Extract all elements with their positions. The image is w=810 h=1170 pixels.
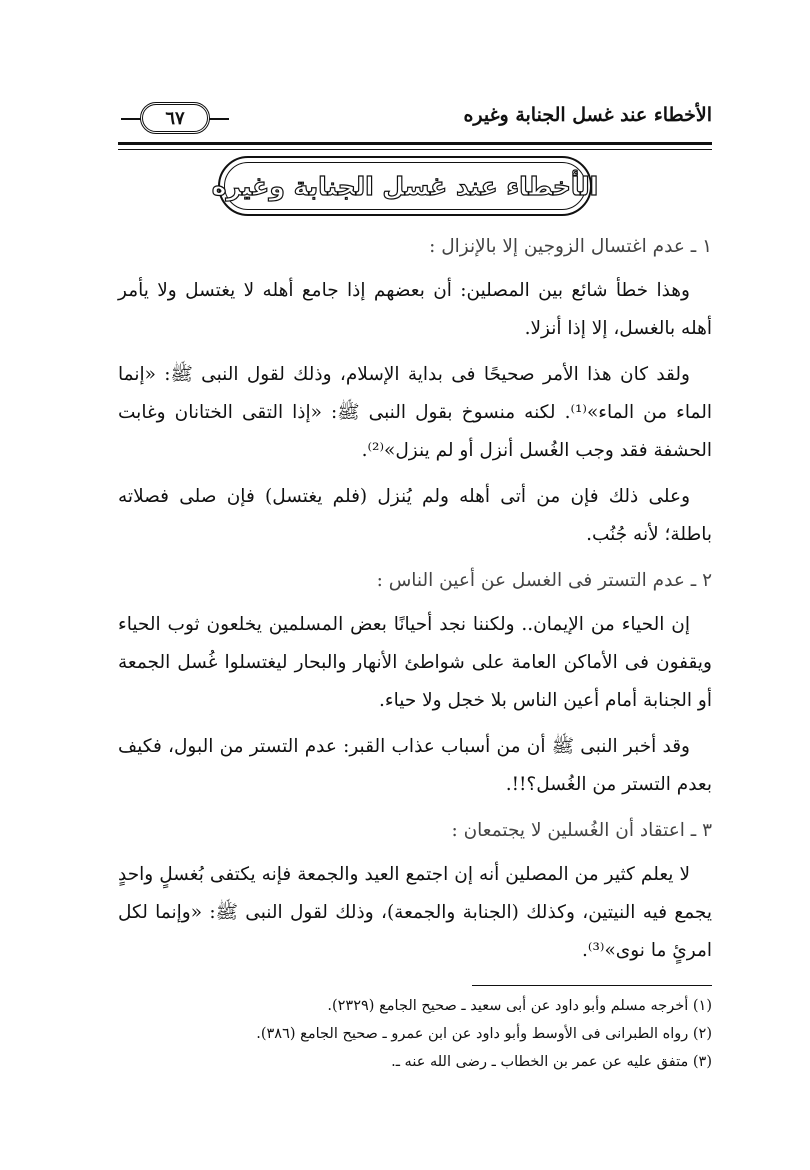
footnote: (١) أخرجه مسلم وأبو داود عن أبى سعيد ـ صحيح الجامع (٢٣٢٩). bbox=[327, 998, 712, 1014]
paragraph: ولقد كان هذا الأمر صحيحًا فى بداية الإسلام، وذلك لقول النبى ﷺ: «إنما الماء من الماء»⁽¹⁾. لكنه منسوخ بقول النبى ﷺ: «إذا التقى الختانان وغابت الحشفة فقد وجب الغُسل أنزل أو لم ينزل»⁽²⁾. bbox=[118, 364, 712, 461]
section-heading: ٢ ـ عدم التستر فى الغسل عن أعين الناس : bbox=[376, 570, 712, 591]
paragraph: وعلى ذلك فإن من أتى أهله ولم يُنزل (فلم يغتسل) فإن صلى فصلاته باطلة؛ لأنه جُنُب. bbox=[118, 486, 712, 545]
paragraph: إن الحياء من الإيمان.. ولكننا نجد أحيانًا بعض المسلمين يخلعون ثوب الحياء ويقفون فى الأماكن العامة على شواطئ الأنهار والبحار ليغتسلوا غُسل الجمعة أو الجنابة أمام أعين الناس بلا خجل ولا حياء. bbox=[118, 614, 712, 711]
footnote-rule bbox=[472, 985, 712, 986]
paragraph: وقد أخبر النبى ﷺ أن من أسباب عذاب القبر: عدم التستر من البول، فكيف بعدم التستر من الغُسل؟!!. bbox=[118, 736, 712, 795]
chapter-title: الأخطاء عند غسل الجنابة وغيره bbox=[211, 171, 599, 201]
body-text bbox=[118, 228, 712, 978]
section-heading: ٣ ـ اعتقاد أن الغُسلين لا يجتمعان : bbox=[451, 820, 712, 841]
paragraph: لا يعلم كثير من المصلين أنه إن اجتمع العيد والجمعة فإنه يكتفى بُغسلٍ واحدٍ يجمع فيه النيتين، وكذلك (الجنابة والجمعة)، وذلك لقول النبى ﷺ: «وإنما لكل امرئٍ ما نوى»⁽³⁾. bbox=[118, 864, 712, 961]
footnote: (٢) رواه الطبرانى فى الأوسط وأبو داود عن ابن عمرو ـ صحيح الجامع (٣٨٦). bbox=[256, 1026, 712, 1042]
footnote: (٣) متفق عليه عن عمر بن الخطاب ـ رضى الله عنه ـ. bbox=[391, 1054, 712, 1070]
section-3 bbox=[118, 812, 712, 970]
paragraph: وهذا خطأ شائع بين المصلين: أن بعضهم إذا جامع أهله لا يغتسل ولا يأمر أهله بالغسل، إلا إذا أنزلا. bbox=[118, 280, 712, 339]
section-2 bbox=[118, 562, 712, 804]
footnotes bbox=[118, 992, 712, 1076]
section-1 bbox=[118, 228, 712, 554]
running-title: الأخطاء عند غسل الجنابة وغيره bbox=[463, 104, 712, 126]
chapter-title-frame bbox=[211, 156, 599, 216]
page-number: ٦٧ bbox=[140, 102, 210, 134]
section-heading: ١ ـ عدم اغتسال الزوجين إلا بالإنزال : bbox=[429, 236, 712, 257]
page-header bbox=[118, 100, 712, 140]
header-rule bbox=[118, 142, 712, 150]
